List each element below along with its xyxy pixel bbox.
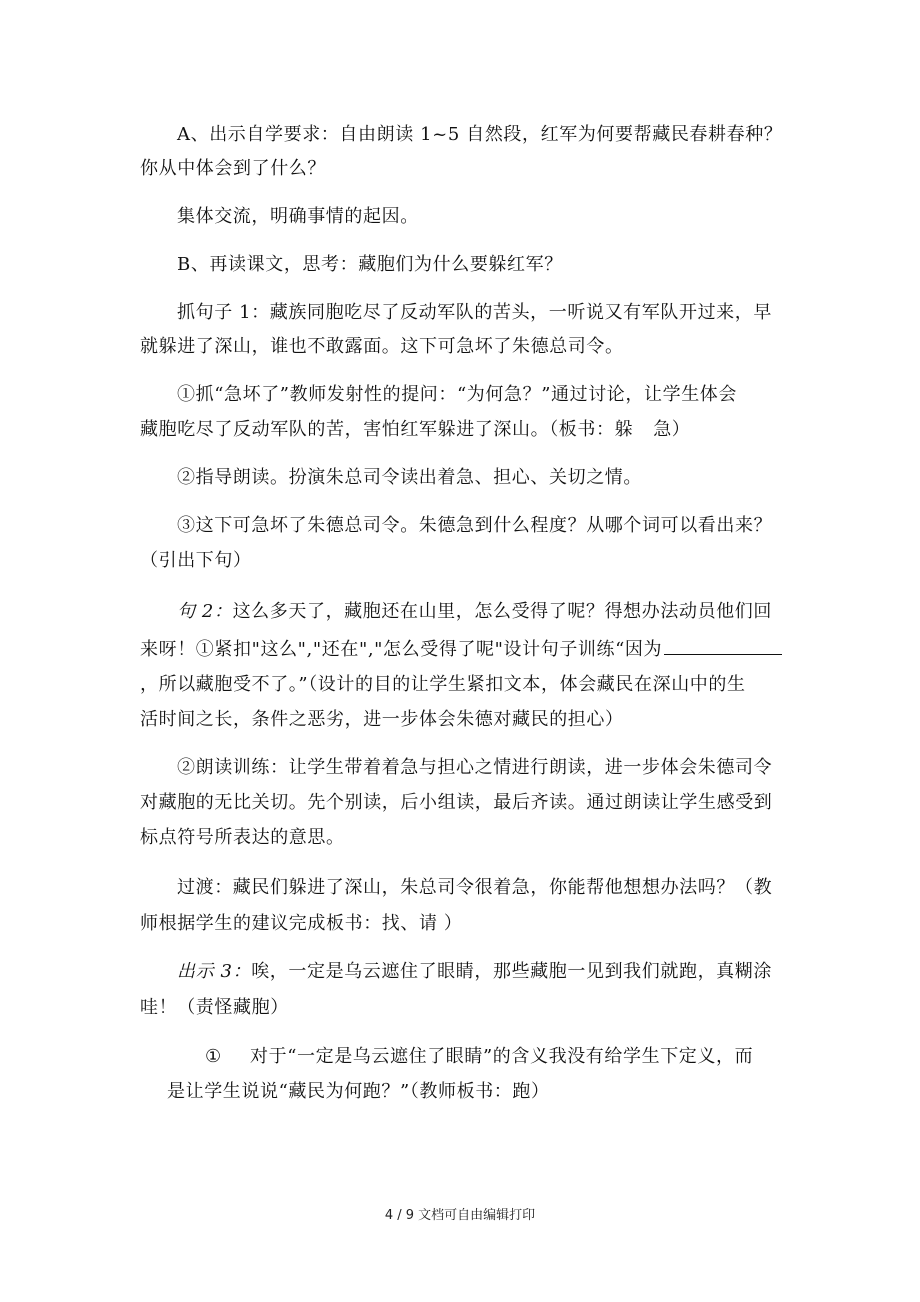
sentence2-lead: 句 2：	[177, 601, 233, 622]
para-item1-line2-tail: 急）	[653, 419, 691, 440]
para-collective: 集体交流，明确事情的起因。	[177, 206, 419, 227]
para-show3-item1-line2: 是让学生说说“藏民为何跑？”（教师板书：跑）	[167, 1081, 550, 1102]
para-item3-line1: ③这下可急坏了朱德总司令。朱德急到什么程度？从哪个词可以看出来？	[177, 515, 773, 536]
para-sentence2-line3: ，所以藏胞受不了。”（设计的目的让学生紧扣文本，体会藏民在深山中的生	[140, 674, 746, 695]
para-sentence1-line2: 就躲进了深山，谁也不敢露面。这下可急坏了朱德总司令。	[140, 336, 624, 357]
para-reading-line3: 标点符号所表达的意思。	[140, 827, 345, 848]
para-transition-line2: 师根据学生的建议完成板书：找、请 ）	[140, 913, 463, 934]
para-reading-line1: ②朗读训练：让学生带着着急与担心之情进行朗读，进一步体会朱德司令	[177, 757, 773, 778]
show3-lead: 出示 3：	[177, 961, 252, 982]
sentence2-line1-rest: 这么多天了，藏胞还在山里，怎么受得了呢？得想办法动员他们回	[232, 601, 772, 622]
fill-in-blank	[664, 636, 782, 655]
sentence2-line2-text: 来呀！①紧扣"这么","还在","怎么受得了呢"设计句子训练“因为	[140, 639, 663, 660]
para-item3-line2: （引出下句）	[140, 550, 252, 571]
para-show3-line2: 哇！（责怪藏胞）	[140, 997, 289, 1018]
para-a-line1: A、出示自学要求：自由朗读 1~5 自然段，红军为何要帮藏民春耕春种？	[177, 124, 783, 145]
para-sentence2-line2	[140, 636, 782, 662]
para-item1-line2-main: 藏胞吃尽了反动军队的苦，害怕红军躲进了深山。（板书：躲	[140, 419, 634, 440]
para-show3-item1-line1: 对于“一定是乌云遮住了眼睛”的含义我没有给学生下定义，而	[250, 1046, 754, 1067]
page-footer: 4 / 9 文档可自由编辑打印	[384, 1208, 536, 1223]
para-sentence2-line4: 活时间之长，条件之恶劣，进一步体会朱德对藏民的担心）	[140, 709, 624, 730]
para-sentence1-line1: 抓句子 1：藏族同胞吃尽了反动军队的苦头，一听说又有军队开过来，早	[177, 302, 772, 323]
para-item1-line2	[140, 418, 690, 442]
para-item1-line1: ①抓“急坏了”教师发射性的提问：“为何急？”通过讨论，让学生体会	[177, 384, 738, 405]
para-show3-line1	[177, 960, 772, 984]
para-sentence2-line1	[177, 600, 772, 624]
para-a-line2: 你从中体会到了什么？	[140, 158, 326, 179]
show3-item1-marker: ①	[205, 1046, 222, 1067]
show3-line1-rest: 唉，一定是乌云遮住了眼睛，那些藏胞一见到我们就跑，真糊涂	[251, 961, 772, 982]
para-transition-line1: 过渡：藏民们躲进了深山，朱总司令很着急，你能帮他想想办法吗？（教	[177, 877, 773, 898]
para-reading-line2: 对藏胞的无比关切。先个别读，后小组读，最后齐读。通过朗读让学生感受到	[140, 792, 773, 813]
para-item2: ②指导朗读。扮演朱总司令读出着急、担心、关切之情。	[177, 467, 642, 488]
para-b-reread: B、再读课文，思考：藏胞们为什么要躲红军？	[177, 254, 563, 275]
